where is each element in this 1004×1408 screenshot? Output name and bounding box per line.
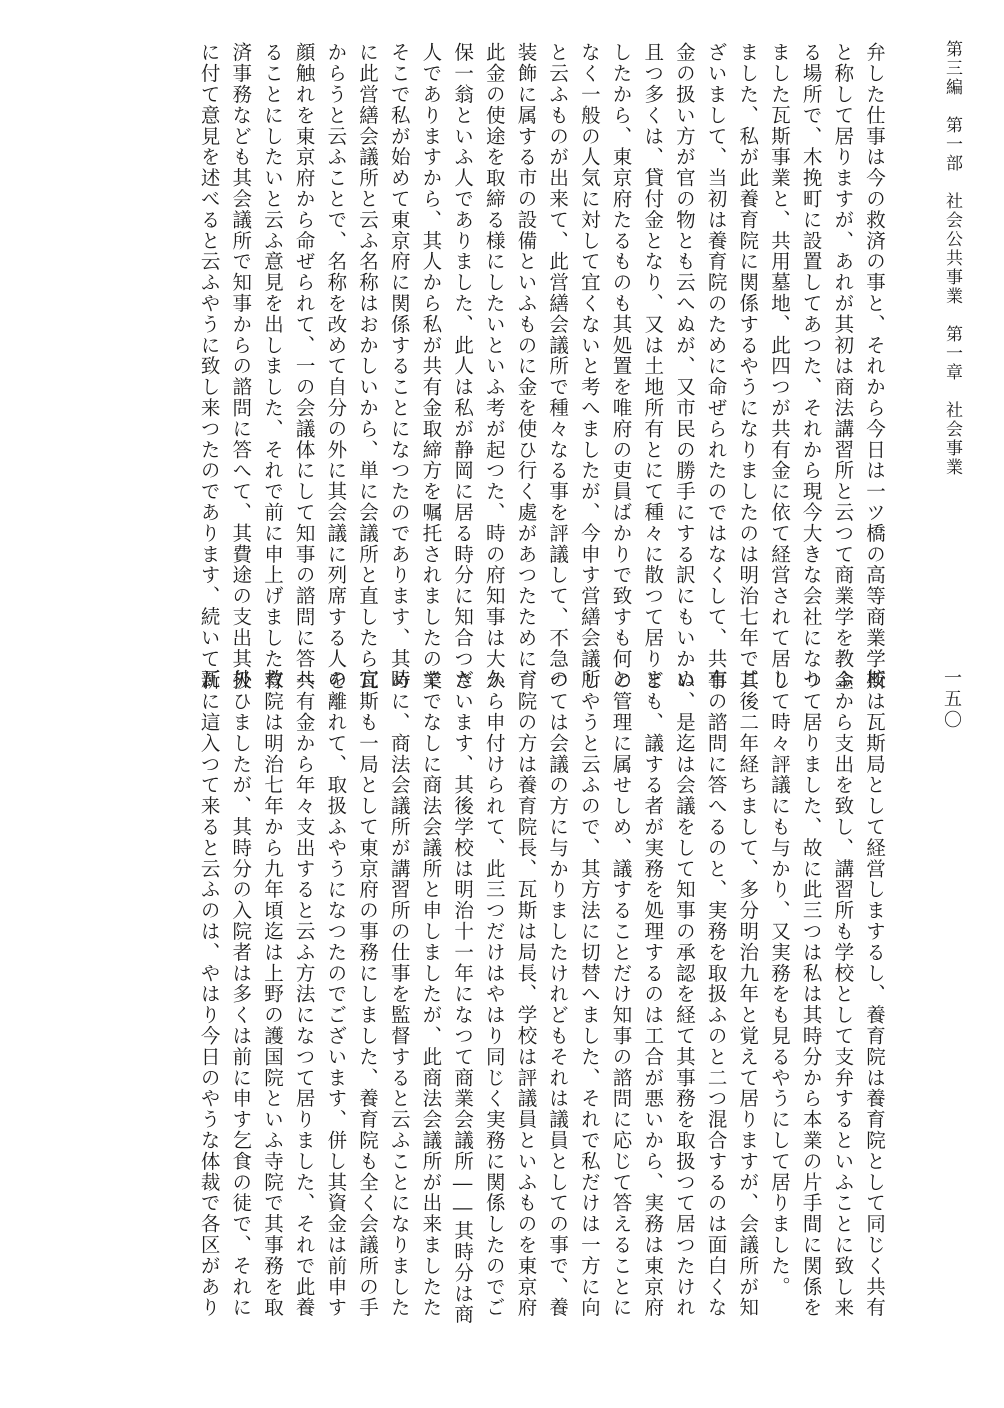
text-line: 保一翁といふ人でありました、此人は私が静岡に居る時分に知合つた	[451, 42, 475, 690]
text-line: したから、東京府たるものも其処置を唯府の吏員ばかりで致すも何と	[609, 42, 633, 690]
text-line: に付て意見を述べると云ふやうに致し来つたのであります、続いて瓦	[197, 42, 221, 690]
text-line: の管理に属せしめ、議することだけ知事の諮問に応じて答えることに	[609, 670, 633, 1318]
text-line: なく一般の人気に対して宜くないと考へましたが、今申す営繕会議所	[577, 42, 601, 690]
text-line: めに、商法会議所が講習所の仕事を監督すると云ふことになりました	[387, 670, 411, 1318]
text-line: 業でなしに商法会議所と申しましたが、此商法会議所が出来ましたた	[419, 670, 443, 1318]
text-line: を離れて、取扱ふやうになつたのでございます、併し其資金は前申す	[324, 670, 348, 1318]
text-line: 金から支出を致し、講習所も学校として支弁するといふことに致し来	[831, 670, 855, 1318]
text-line: 且つ多くは、貸付金となり、又は土地所有とにて種々に散つて居りま	[641, 42, 665, 690]
text-line: 育院は明治七年から九年頃迄は上野の護国院といふ寺院で其事務を取	[260, 670, 284, 1318]
text-line: 瓦斯も一局として東京府の事務にしました、養育院も全く会議所の手	[356, 670, 379, 1318]
text-line: に此営繕会議所と云ふ名称はおかしいから、単に会議所と直したら宜	[356, 42, 379, 690]
text-line: つて居りました、故に此三つは私は其時分から本業の片手間に関係を	[799, 670, 823, 1318]
upper-text-block	[104, 42, 886, 690]
text-line: からうと云ふことで、名称を改めて自分の外に其会議に列席する人の	[324, 42, 348, 690]
text-line: ました瓦斯事業と、共用墓地、此四つが共有金に依て経営されて居り	[767, 42, 791, 690]
text-line: 此金の使途を取締る様にしたいといふ考が起つた、時の府知事は大久	[482, 42, 506, 690]
text-line: と云ふものが出来て、此営繕会議所で種々なる事を評議して、不急の	[546, 42, 570, 690]
text-line: 斯は瓦斯局として経営しまするし、養育院は養育院として同じく共有	[863, 670, 886, 1318]
running-header: 第三編 第一部 社会公共事業 第一章 社会事業	[942, 40, 962, 477]
text-line: る場所で、木挽町に設置してあつた、それから現今大きな会社になり	[799, 42, 823, 690]
text-line: 其後二年経ちまして、多分明治九年と覚えて居りますが、会議所が知	[736, 670, 760, 1318]
page-number: 一五〇	[941, 668, 962, 731]
text-line: 装飾に属する市の設備といふものに金を使ひ行く處があつたために、	[514, 42, 538, 690]
text-line: 顔触れを東京府から命ぜられて、一の会議体にして知事の諮問に答へ	[292, 42, 316, 690]
text-line: 済事務なども其会議所で知事からの諮問に答へて、其費途の支出其外	[229, 42, 253, 690]
text-line: 金の扱い方が官の物とも云へぬが、又市民の勝手にする訳にもいかぬ	[672, 42, 696, 690]
text-line: ざいます、其後学校は明治十一年になつて商業会議所――其時分は商	[451, 670, 475, 1325]
text-line: 新に這入つて来ると云ふのは、やはり今日のやうな体裁で各区があり	[197, 670, 221, 1318]
text-line: 共有金から年々支出すると云ふ方法になつて居りました、それで此養	[292, 670, 316, 1318]
text-line: い、是迄は会議をして知事の承認を経て其事務を取扱つて居つたけれ	[672, 670, 696, 1318]
lower-text-block	[104, 670, 886, 1325]
text-line: 育院の方は養育院長、瓦斯は局長、学校は評議員といふものを東京府	[514, 670, 538, 1318]
text-line: 扱ひましたが、其時分の入院者は多くは前に申す乞食の徒で、それに	[229, 670, 253, 1318]
text-line: ざいまして、当初は養育院のために命ぜられたのではなくして、共有	[704, 42, 728, 690]
text-line: しやうと云ふので、其方法に切替へました、それで私だけは一方に向	[577, 670, 601, 1318]
text-line: ども、議する者が実務を処理するのは工合が悪いから、実務は東京府	[641, 670, 665, 1318]
text-line: つては会議の方に与かりましたけれどもそれは議員としての事で、養	[546, 670, 570, 1318]
text-line: ることにしたいと云ふ意見を出しました、それで前に申上げました救	[260, 42, 284, 690]
text-line: ました、私が此養育院に関係するやうになりましたのは明治七年でご	[736, 42, 760, 690]
text-line: 事の諮問に答へるのと、実務を取扱ふのと二つ混合するのは面白くな	[704, 670, 728, 1318]
text-line: して時々評議にも与かり、又実務をも見るやうにして居りました。	[767, 670, 791, 1297]
text-line: 弁した仕事は今の救済の事と、それから今日は一ツ橋の高等商業学校	[863, 42, 886, 690]
text-line: そこで私が始めて東京府に関係することになつたのであります、其時	[387, 42, 411, 690]
text-line: と称して居りますが、あれが其初は商法講習所と云つて商業学を教ふ	[831, 42, 855, 690]
text-line: 人でありますから、其人から私が共有金取締方を嘱托されましたので	[419, 42, 443, 690]
text-line: から申付けられて、此三つだけはやはり同じく実務に関係したのでご	[482, 670, 506, 1318]
